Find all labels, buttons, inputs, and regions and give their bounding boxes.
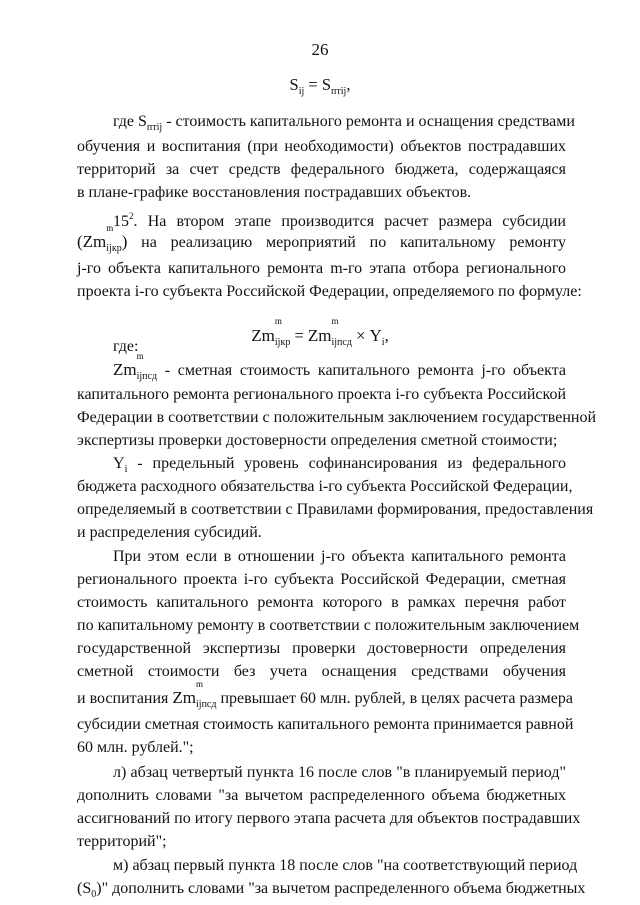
text-line: проекта i-го субъекта Российской Федерации, определяемого по формуле: (77, 283, 582, 300)
page-number: 26 (311, 40, 329, 59)
text-line: государственной экспертизы проверки достоверности определения (77, 640, 566, 657)
text-line (113, 206, 566, 232)
clause-superscript: 2 (129, 211, 134, 221)
paragraph-text: превышает 60 млн. рублей, в целях расчета размера (220, 690, 573, 707)
text-line: по капитальному ремонту в соответствии с положительным заключением (77, 617, 580, 634)
text-line: субсидии сметная стоимость капитального ремонта принимается равной (77, 716, 574, 733)
math-subscript: ijпсд (196, 699, 217, 710)
paragraph-text: и воспитания (77, 690, 169, 707)
math-symbol: S (138, 113, 147, 130)
text-line (77, 879, 586, 905)
math-subscript: 0 (91, 889, 97, 900)
text-line: регионального проекта i-го субъекта Российской Федерации, сметная (77, 571, 566, 588)
definition-text: - стоимость капитального ремонта и оснащения средствами (162, 113, 575, 130)
formula-symbol: S (321, 75, 332, 94)
text-line: и распределения субсидий. (77, 524, 262, 541)
text-line (113, 112, 575, 138)
text-line: Федерации в соответствии с положительным заключением государственной (77, 409, 597, 426)
math-superscript: m (331, 316, 339, 326)
math-subscript: ijпсд (331, 337, 352, 348)
text-line: л) абзац четвертый пункта 16 после слов "в планируемый период" (113, 764, 566, 781)
text-line: территорий"; (77, 833, 167, 850)
math-paren: ) (121, 232, 128, 251)
math-symbol: Zm (113, 360, 137, 379)
text-line: бюджета расходного обязательства i-го субъекта Российской Федерации, (77, 478, 573, 495)
clause-number: 15 (113, 213, 129, 230)
text-line: При этом если в отношении j-го объекта капитального ремонта (113, 548, 566, 565)
math-expression (77, 223, 128, 254)
math-superscript: m (196, 679, 204, 689)
definition-text: - сметная стоимость капитального ремонта j-го объекта (157, 362, 566, 379)
math-subscript: ijкр (106, 243, 122, 254)
math-indices (106, 223, 122, 255)
paragraph-text: )" дополнить словами "за вычетом распределенного объема бюджетных (96, 880, 586, 897)
text-line: определяемый в соответствии с Правилами формирования, предоставления (77, 501, 594, 518)
text-line (77, 679, 573, 711)
formula-equals: = (308, 75, 318, 94)
math-superscript: m (136, 351, 144, 361)
text-line: экспертизы проверки достоверности определения сметной стоимости; (77, 432, 558, 449)
math-indices (196, 679, 217, 711)
math-symbol: (Zm (77, 232, 107, 251)
text-line: обучения и воспитания (при необходимости) объектов пострадавших (77, 138, 566, 155)
math-subscript: ijкр (274, 337, 291, 348)
math-subscript: i (381, 337, 385, 348)
text-line: территорий за счет средств федерального бюджета, содержащаяся (77, 161, 566, 178)
text-line: дополнить словами "за вычетом распределенного объема бюджетных (77, 787, 566, 804)
math-symbol: Zm (307, 326, 332, 345)
math-expression (113, 351, 158, 382)
formula-comma: , (346, 75, 351, 94)
math-superscript: m (274, 316, 282, 326)
text-line: в плане-графике восстановления пострадавших объектов. (77, 184, 472, 201)
text-line: где: (113, 338, 139, 355)
math-subscript: птij (146, 122, 163, 133)
formula-s-ij (0, 75, 640, 97)
text-line (113, 351, 566, 383)
math-symbol: Y (113, 455, 125, 472)
formula-equals: = (294, 326, 304, 345)
math-indices (136, 351, 158, 383)
formula-subscript: ij (298, 86, 305, 97)
math-subscript: i (124, 464, 128, 475)
text-line: стоимость капитального ремонта которого в рамках перечня работ (77, 594, 566, 611)
text-line: м) абзац первый пункта 18 после слов "на соответствующий период (113, 857, 578, 874)
text-line: ассигнований по итогу первого этапа расчета для объектов пострадавших (77, 810, 581, 827)
math-expression (172, 679, 217, 710)
formula-subscript: птij (331, 86, 347, 97)
math-symbol: (S (77, 880, 92, 897)
word-where: где (113, 113, 135, 130)
math-superscript: m (106, 223, 114, 233)
text-line (77, 223, 566, 255)
math-subscript: ijпсд (136, 371, 158, 382)
text-line: 60 млн. рублей."; (77, 739, 194, 756)
math-symbol: Zm (172, 688, 197, 707)
formula-comma: , (384, 326, 389, 345)
definition-text: - предельный уровень софинансирования из федерального (127, 455, 566, 472)
formula-times: × (356, 326, 366, 345)
text-line: сметной стоимости без учета оснащения средствами обучения (77, 663, 566, 680)
clause-text: . На втором этапе производится расчет размера субсидии (133, 213, 566, 230)
formula-symbol: S (289, 75, 299, 94)
text-line: j-го объекта капитального ремонта m-го этапа отбора регионального (77, 260, 566, 277)
clause-text: на реализацию мероприятий по капитальному ремонту (141, 234, 566, 251)
text-line: капитального ремонта регионального проекта i-го субъекта Российской (77, 386, 566, 403)
math-symbol: Zm (251, 326, 275, 345)
math-symbol: Y (369, 326, 382, 345)
